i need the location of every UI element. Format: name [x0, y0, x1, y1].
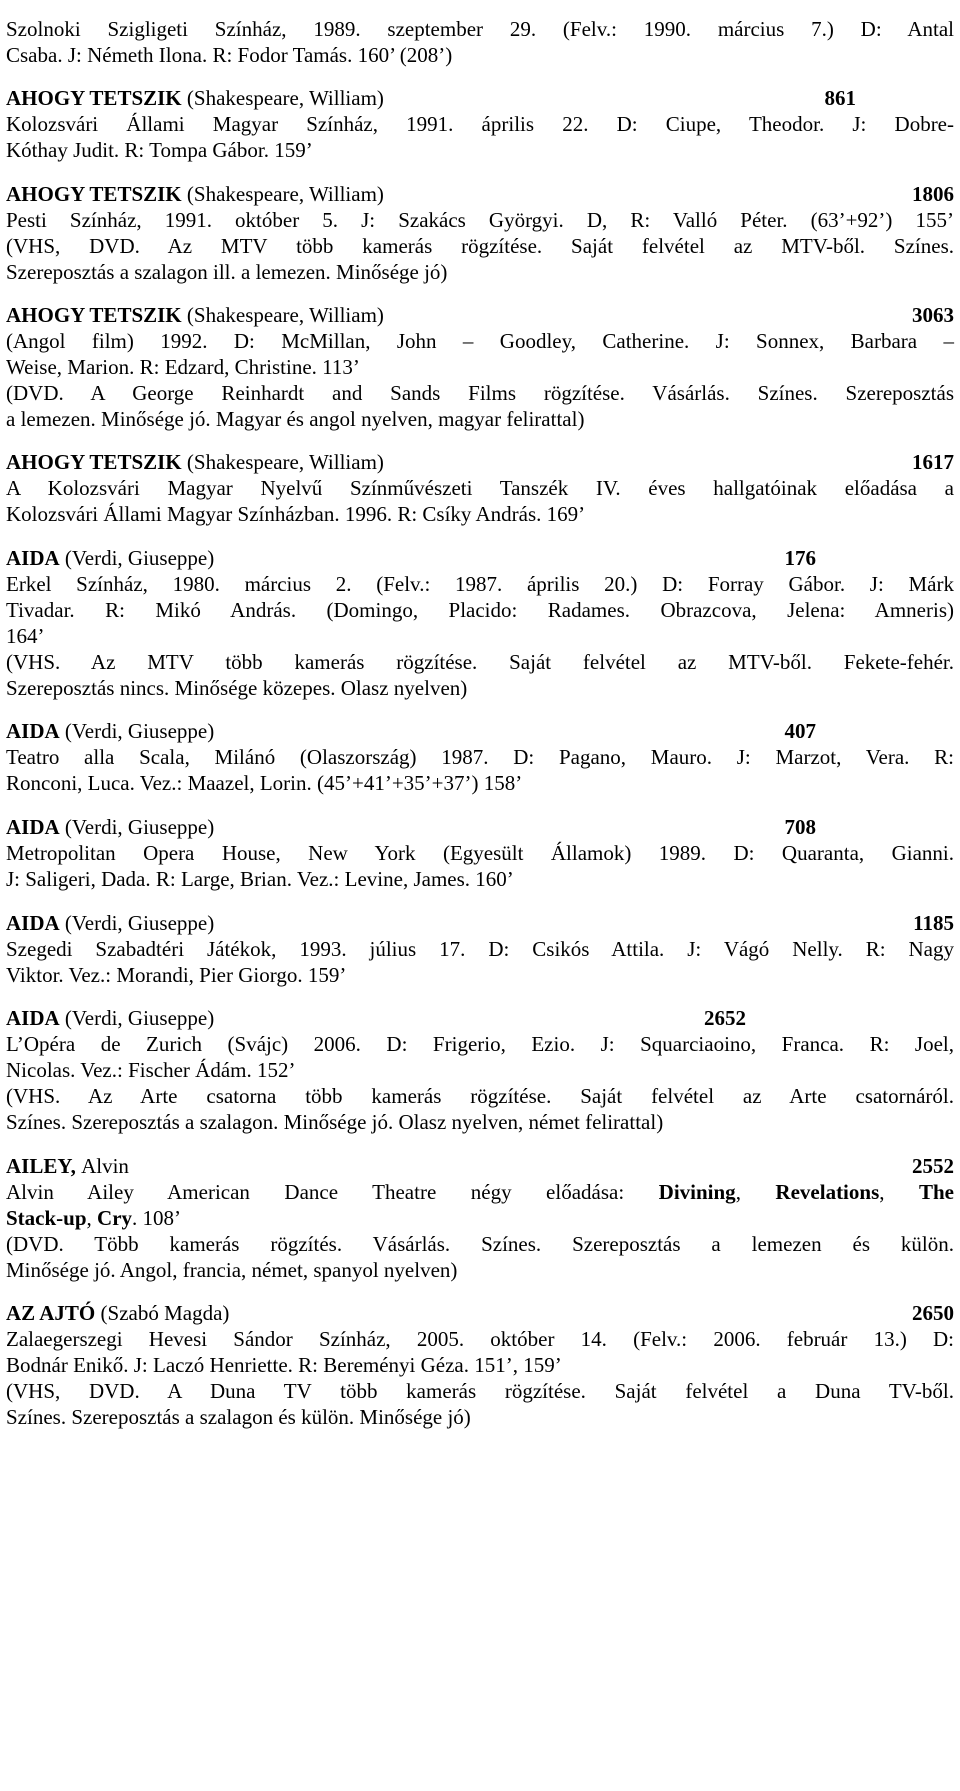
entry-text-line: J: Saligeri, Dada. R: Large, Brian. Vez.: Levine, James. 160’: [6, 867, 514, 891]
entry-heading: [6, 1153, 954, 1179]
entry-text-line: Nicolas. Vez.: Fischer Ádám. 152’: [6, 1058, 296, 1082]
entry-text-line: Kolozsvári Állami Magyar Színház, 1991. április 22. D: Ciupe, Theodor. J: Dobre-: [6, 112, 954, 136]
entry-title: AZ AJTÓ: [6, 1301, 96, 1325]
entry-text-line: L’Opéra de Zurich (Svájc) 2006. D: Frigerio, Ezio. J: Squarciaoino, Franca. R: Joel,: [6, 1032, 954, 1056]
entry-heading: [6, 181, 954, 207]
entry-text-line: Színes. Szereposztás a szalagon és külön. Minősége jó): [6, 1405, 471, 1429]
entry-number: 1185: [913, 911, 954, 935]
entry-title: AHOGY TETSZIK: [6, 303, 182, 327]
entry-author: (Shakespeare, William): [181, 450, 384, 474]
heading-spacer: [214, 910, 913, 936]
entry-number: 1617: [912, 450, 954, 474]
entry-text-line: Szereposztás a szalagon ill. a lemezen. Minősége jó): [6, 260, 448, 284]
entry-text-line: Szolnoki Szigligeti Színház, 1989. szeptember 29. (Felv.: 1990. március 7.) D: Antal: [6, 17, 954, 41]
entry-title: AHOGY TETSZIK: [6, 182, 182, 206]
entry-author: (Shakespeare, William): [181, 86, 384, 110]
entry-author: (Shakespeare, William): [181, 182, 384, 206]
entry-text-line: 164’: [6, 624, 45, 648]
entry-text-line: Szereposztás nincs. Minősége közepes. Olasz nyelven): [6, 676, 468, 700]
entry-author: (Verdi, Giuseppe): [59, 546, 215, 570]
entry-title: AIDA: [6, 546, 60, 570]
entry-number: 176: [784, 546, 816, 570]
entry-heading: [6, 814, 816, 840]
entry-text-line: Minősége jó. Angol, francia, német, spanyol nyelven): [6, 1258, 458, 1282]
heading-spacer: [384, 302, 912, 328]
heading-spacer: [384, 181, 912, 207]
entry-heading: [6, 85, 856, 111]
entry-text-line: Erkel Színház, 1980. március 2. (Felv.: 1987. április 20.) D: Forray Gábor. J: Márk: [6, 572, 954, 596]
entry-title: AIDA: [6, 815, 60, 839]
entry-text-line: Szegedi Szabadtéri Játékok, 1993. július 17. D: Csikós Attila. J: Vágó Nelly. R: Nagy: [6, 937, 954, 961]
entry-text-line: (VHS, DVD. A Duna TV több kamerás rögzítése. Saját felvétel a Duna TV-ből.: [6, 1379, 954, 1403]
entry-text-line: Viktor. Vez.: Morandi, Pier Giorgo. 159’: [6, 963, 347, 987]
text-run: . 108’: [132, 1206, 182, 1230]
text-run: ,: [879, 1180, 919, 1204]
entry-title: AIDA: [6, 719, 60, 743]
entry-text-line: (Angol film) 1992. D: McMillan, John – Goodley, Catherine. J: Sonnex, Barbara –: [6, 329, 954, 353]
heading-spacer: [214, 545, 784, 571]
entry-heading: [6, 910, 954, 936]
bold-work-title: Stack-up: [6, 1206, 87, 1230]
entry-title: AIDA: [6, 1006, 60, 1030]
entry-text-line: Kolozsvári Állami Magyar Színházban. 1996. R: Csíky András. 169’: [6, 502, 586, 526]
entry-text-line: Csaba. J: Németh Ilona. R: Fodor Tamás. 160’ (208’): [6, 43, 453, 67]
heading-spacer: [384, 85, 825, 111]
entry-number: 2650: [912, 1301, 954, 1325]
entry-text-line: Metropolitan Opera House, New York (Egyesült Államok) 1989. D: Quaranta, Gianni.: [6, 841, 954, 865]
entry-text-line: (VHS, DVD. Az MTV több kamerás rögzítése. Saját felvétel az MTV-ből. Színes.: [6, 234, 954, 258]
entry-number: 2552: [912, 1154, 954, 1178]
entry-text-line: Zalaegerszegi Hevesi Sándor Színház, 2005. október 14. (Felv.: 2006. február 13.) D:: [6, 1327, 954, 1351]
heading-spacer: [229, 1300, 912, 1326]
heading-spacer: [384, 449, 912, 475]
entry-text-line: (DVD. A George Reinhardt and Sands Films rögzítése. Vásárlás. Színes. Szereposztás: [6, 381, 954, 405]
entry-number: 861: [824, 86, 856, 110]
entry-title: AIDA: [6, 911, 60, 935]
entry-text-line: A Kolozsvári Magyar Nyelvű Színművészeti Tanszék IV. éves hallgatóinak előadása a: [6, 476, 954, 500]
entry-number: 407: [784, 719, 816, 743]
entry-number: 3063: [912, 303, 954, 327]
entry-author: (Verdi, Giuseppe): [59, 911, 215, 935]
entry-number: 2652: [704, 1006, 746, 1030]
entry-title: AHOGY TETSZIK: [6, 86, 182, 110]
entry-author: (Verdi, Giuseppe): [59, 1006, 215, 1030]
entry-heading: [6, 718, 816, 744]
entry-number: 708: [784, 815, 816, 839]
heading-spacer: [214, 718, 784, 744]
entry-number: 1806: [912, 182, 954, 206]
entry-heading: [6, 302, 954, 328]
entry-text-line: Ronconi, Luca. Vez.: Maazel, Lorin. (45’+41’+35’+37’) 158’: [6, 771, 523, 795]
bold-work-title: Divining: [658, 1180, 736, 1204]
entry-text-line: Tivadar. R: Mikó András. (Domingo, Placido: Radames. Obrazcova, Jelena: Amneris): [6, 598, 954, 622]
entry-heading: [6, 449, 954, 475]
entry-text-line: a lemezen. Minősége jó. Magyar és angol nyelven, magyar felirattal): [6, 407, 585, 431]
entry-text-line: (VHS. Az Arte csatorna több kamerás rögzítése. Saját felvétel az Arte csatornáról.: [6, 1084, 954, 1108]
bold-work-title: The: [918, 1180, 954, 1204]
entry-text-line: Pesti Színház, 1991. október 5. J: Szakács Györgyi. D, R: Valló Péter. (63’+92’) 155’: [6, 208, 954, 232]
bold-work-title: Revelations: [775, 1180, 880, 1204]
entry-author: (Shakespeare, William): [181, 303, 384, 327]
entry-text-line: Teatro alla Scala, Milánó (Olaszország) 1987. D: Pagano, Mauro. J: Marzot, Vera. R:: [6, 745, 954, 769]
entry-heading: [6, 545, 816, 571]
entry-text-line: Bodnár Enikő. J: Laczó Henriette. R: Bereményi Géza. 151’, 159’: [6, 1353, 562, 1377]
entry-text-line: (DVD. Több kamerás rögzítés. Vásárlás. Színes. Szereposztás a lemezen és külön.: [6, 1232, 954, 1256]
entry-author: Alvin: [75, 1154, 129, 1178]
heading-spacer: [129, 1153, 912, 1179]
entry-author: (Szabó Magda): [95, 1301, 230, 1325]
text-run: Alvin Ailey American Dance Theatre négy előadása:: [6, 1180, 659, 1204]
entry-text-line: Kóthay Judit. R: Tompa Gábor. 159’: [6, 138, 313, 162]
entry-title: AHOGY TETSZIK: [6, 450, 182, 474]
entry-heading: [6, 1300, 954, 1326]
entry-text-line: Színes. Szereposztás a szalagon. Minősége jó. Olasz nyelven, német felirattal): [6, 1110, 664, 1134]
entry-text-line: [6, 1205, 954, 1231]
entry-author: (Verdi, Giuseppe): [59, 815, 215, 839]
heading-spacer: [214, 1005, 704, 1031]
heading-spacer: [214, 814, 784, 840]
entry-author: (Verdi, Giuseppe): [59, 719, 215, 743]
entry-heading: [6, 1005, 746, 1031]
bold-work-title: Cry: [97, 1206, 133, 1230]
entry-text-line: (VHS. Az MTV több kamerás rögzítése. Saját felvétel az MTV-ből. Fekete-fehér.: [6, 650, 954, 674]
entry-title: AILEY,: [6, 1154, 76, 1178]
entry-text-line: [6, 1179, 954, 1205]
text-run: ,: [735, 1180, 776, 1204]
text-run: ,: [86, 1206, 98, 1230]
entry-text-line: Weise, Marion. R: Edzard, Christine. 113’: [6, 355, 360, 379]
